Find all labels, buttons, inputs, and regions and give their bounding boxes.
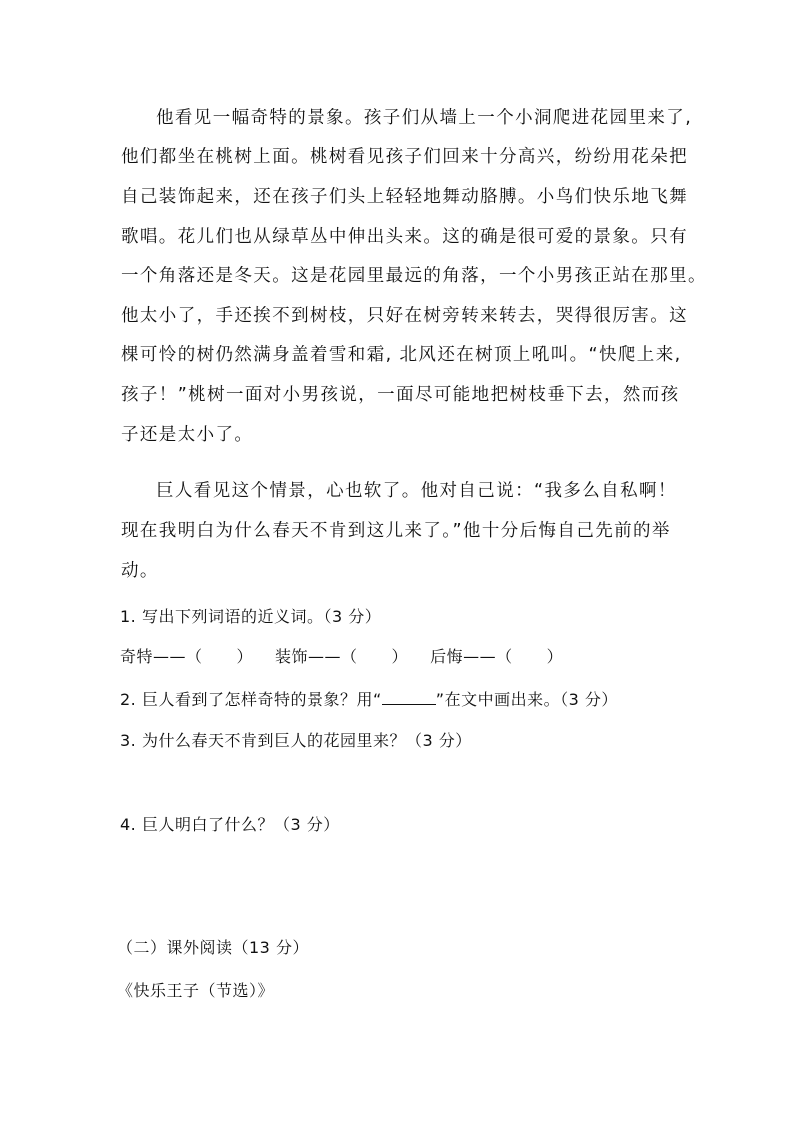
passage-line: 歌唱。花儿们也从绿草丛中伸出头来。这的确是很可爱的景象。只有	[121, 227, 688, 247]
question-text-after: ”在文中画出来。（3 分）	[435, 690, 618, 709]
passage-line: 巨人看见这个情景，心也软了。他对自己说：“我多么自私啊！	[156, 481, 677, 501]
passage-line: 他看见一幅奇特的景象。孩子们从墙上一个小洞爬进花园里来了,	[156, 108, 693, 128]
question-1	[120, 609, 381, 625]
question-number: 3.	[120, 731, 137, 750]
section-title: 《快乐王子（节选）》	[117, 981, 275, 1000]
passage-line: 子还是太小了。	[121, 425, 254, 445]
question-4	[120, 817, 340, 833]
question-text: 写出下列词语的近义词。（3 分）	[142, 607, 382, 626]
question-text: 巨人看到了怎样奇特的景象？用“	[142, 690, 382, 709]
question-3	[120, 733, 472, 749]
question-number: 2.	[120, 690, 137, 709]
question-text: 巨人明白了什么？（3 分）	[142, 815, 340, 834]
passage-line: 一个角落还是冬天。这是花园里最远的角落，一个小男孩正站在那里。	[121, 266, 707, 286]
passage-line: 他们都坐在桃树上面。桃树看见孩子们回来十分高兴，纷纷用花朵把	[121, 147, 688, 167]
passage-line: 孩子！”桃树一面对小男孩说，一面尽可能地把树枝垂下去，然而孩	[121, 385, 680, 405]
question-2	[120, 692, 618, 708]
passage-line: 棵可怜的树仍然满身盖着雪和霜, 北风还在树顶上吼叫。“快爬上来,	[121, 345, 682, 365]
blank-close: ）	[546, 647, 564, 666]
passage-line: 现在我明白为什么春天不肯到这儿来了。”他十分后悔自己先前的举	[121, 521, 671, 541]
passage-line: 他太小了，手还挨不到树枝，只好在树旁转来转去，哭得很厉害。这	[121, 306, 688, 326]
question-1-words	[120, 649, 563, 665]
question-number: 1.	[120, 607, 137, 626]
word-qite: 奇特——（	[120, 647, 203, 666]
blank-close: ）	[236, 647, 254, 666]
word-zhuangshi: 装饰——（	[275, 647, 358, 666]
blank-close: ）	[391, 647, 409, 666]
word-houhui: 后悔——（	[430, 647, 513, 666]
question-text: 为什么春天不肯到巨人的花园里来？（3 分）	[142, 731, 472, 750]
section-heading: （二）课外阅读（13 分）	[117, 938, 309, 957]
question-number: 4.	[120, 815, 137, 834]
underline-blank	[382, 692, 436, 705]
passage-line: 动。	[121, 561, 159, 581]
passage-line: 自己装饰起来，还在孩子们头上轻轻地舞动胳膊。小鸟们快乐地飞舞	[121, 187, 688, 207]
